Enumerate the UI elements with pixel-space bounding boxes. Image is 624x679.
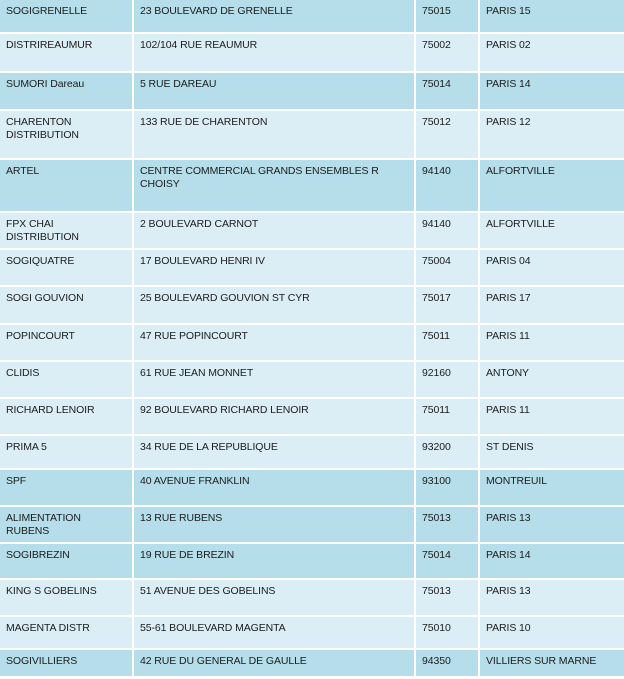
store-name-cell: KING S GOBELINS [0, 580, 134, 615]
table-row [0, 160, 624, 213]
city-cell: PARIS 13 [486, 512, 531, 524]
address-cell: 102/104 RUE REAUMUR [134, 34, 416, 71]
city-cell: PARIS 13 [486, 585, 531, 597]
address-cell: 13 RUE RUBENS [134, 507, 416, 542]
address-cell: CENTRE COMMERCIAL GRANDS ENSEMBLES R CHOISY [134, 160, 416, 211]
city-cell: PARIS 04 [486, 255, 531, 267]
postal-code-cell: 75014 [416, 73, 480, 109]
store-name-cell: SOGIBREZIN [0, 544, 134, 578]
city-cell: PARIS 12 [486, 116, 531, 128]
store-name-cell: RICHARD LENOIR [0, 399, 134, 434]
city-cell: ST DENIS [486, 441, 534, 453]
table-row [0, 470, 624, 507]
city-cell: ANTONY [486, 367, 529, 379]
address-cell: 92 BOULEVARD RICHARD LENOIR [134, 399, 416, 434]
store-name-cell: ALIMENTATION RUBENS [0, 507, 134, 542]
address-cell: 51 AVENUE DES GOBELINS [134, 580, 416, 615]
city-cell: ALFORTVILLE [486, 165, 555, 177]
postal-code-cell: 75013 [416, 580, 480, 615]
table-row [0, 111, 624, 160]
address-cell: 55-61 BOULEVARD MAGENTA [134, 617, 416, 648]
store-name-cell: SUMORI Dareau [0, 73, 134, 109]
postal-code-cell: 75010 [416, 617, 480, 648]
postal-code-cell: 75015 [416, 0, 480, 32]
address-cell: 47 RUE POPINCOURT [134, 325, 416, 360]
city-cell: MONTREUIL [486, 475, 547, 487]
city-cell: PARIS 14 [486, 78, 531, 90]
store-name-cell: SOGIQUATRE [0, 250, 134, 285]
city-cell: PARIS 14 [486, 549, 531, 561]
postal-code-cell: 75013 [416, 507, 480, 542]
city-cell: PARIS 15 [486, 5, 531, 17]
address-cell: 2 BOULEVARD CARNOT [134, 213, 416, 248]
address-cell: 34 RUE DE LA REPUBLIQUE [134, 436, 416, 468]
store-name-cell: ARTEL [0, 160, 134, 211]
address-cell: 25 BOULEVARD GOUVION ST CYR [134, 287, 416, 323]
table-row [0, 250, 624, 287]
table-row [0, 650, 624, 678]
store-name-cell: CHARENTON DISTRIBUTION [0, 111, 134, 158]
address-cell: 23 BOULEVARD DE GRENELLE [134, 0, 416, 32]
table-row [0, 325, 624, 362]
postal-code-cell: 94140 [416, 160, 480, 211]
table-row [0, 213, 624, 250]
postal-code-cell: 93200 [416, 436, 480, 468]
address-cell: 42 RUE DU GENERAL DE GAULLE [134, 650, 416, 676]
store-name-cell: CLIDIS [0, 362, 134, 397]
store-name-cell: PRIMA 5 [0, 436, 134, 468]
address-cell: 17 BOULEVARD HENRI IV [134, 250, 416, 285]
postal-code-cell: 75014 [416, 544, 480, 578]
postal-code-cell: 94140 [416, 213, 480, 248]
table-row [0, 507, 624, 544]
table-row [0, 399, 624, 436]
store-name-cell: FPX CHAI DISTRIBUTION [0, 213, 134, 248]
address-cell: 133 RUE DE CHARENTON [134, 111, 416, 158]
table-row [0, 287, 624, 325]
postal-code-cell: 75002 [416, 34, 480, 71]
store-name-cell: MAGENTA DISTR [0, 617, 134, 648]
city-cell: PARIS 17 [486, 292, 531, 304]
address-cell: 5 RUE DAREAU [134, 73, 416, 109]
city-cell: PARIS 10 [486, 622, 531, 634]
address-cell: 40 AVENUE FRANKLIN [134, 470, 416, 505]
table-row [0, 436, 624, 470]
city-cell: VILLIERS SUR MARNE [486, 655, 597, 667]
postal-code-cell: 75017 [416, 287, 480, 323]
postal-code-cell: 92160 [416, 362, 480, 397]
city-cell: PARIS 11 [486, 330, 530, 342]
table-row [0, 0, 624, 34]
address-cell: 61 RUE JEAN MONNET [134, 362, 416, 397]
postal-code-cell: 75004 [416, 250, 480, 285]
city-cell: PARIS 02 [486, 39, 531, 51]
store-name-cell: DISTRIREAUMUR [0, 34, 134, 71]
postal-code-cell: 93100 [416, 470, 480, 505]
city-cell: PARIS 11 [486, 404, 530, 416]
table-row [0, 73, 624, 111]
store-name-cell: SOGI GOUVION [0, 287, 134, 323]
table-row [0, 34, 624, 73]
address-cell: 19 RUE DE BREZIN [134, 544, 416, 578]
table-row [0, 617, 624, 650]
store-name-cell: SOGIGRENELLE [0, 0, 134, 32]
postal-code-cell: 75011 [416, 399, 480, 434]
table-row [0, 362, 624, 399]
table-row [0, 544, 624, 580]
postal-code-cell: 94350 [416, 650, 480, 676]
city-cell: ALFORTVILLE [486, 218, 555, 230]
store-name-cell: SOGIVILLIERS [0, 650, 134, 676]
store-name-cell: POPINCOURT [0, 325, 134, 360]
table-row [0, 580, 624, 617]
postal-code-cell: 75011 [416, 325, 480, 360]
store-name-cell: SPF [0, 470, 134, 505]
postal-code-cell: 75012 [416, 111, 480, 158]
